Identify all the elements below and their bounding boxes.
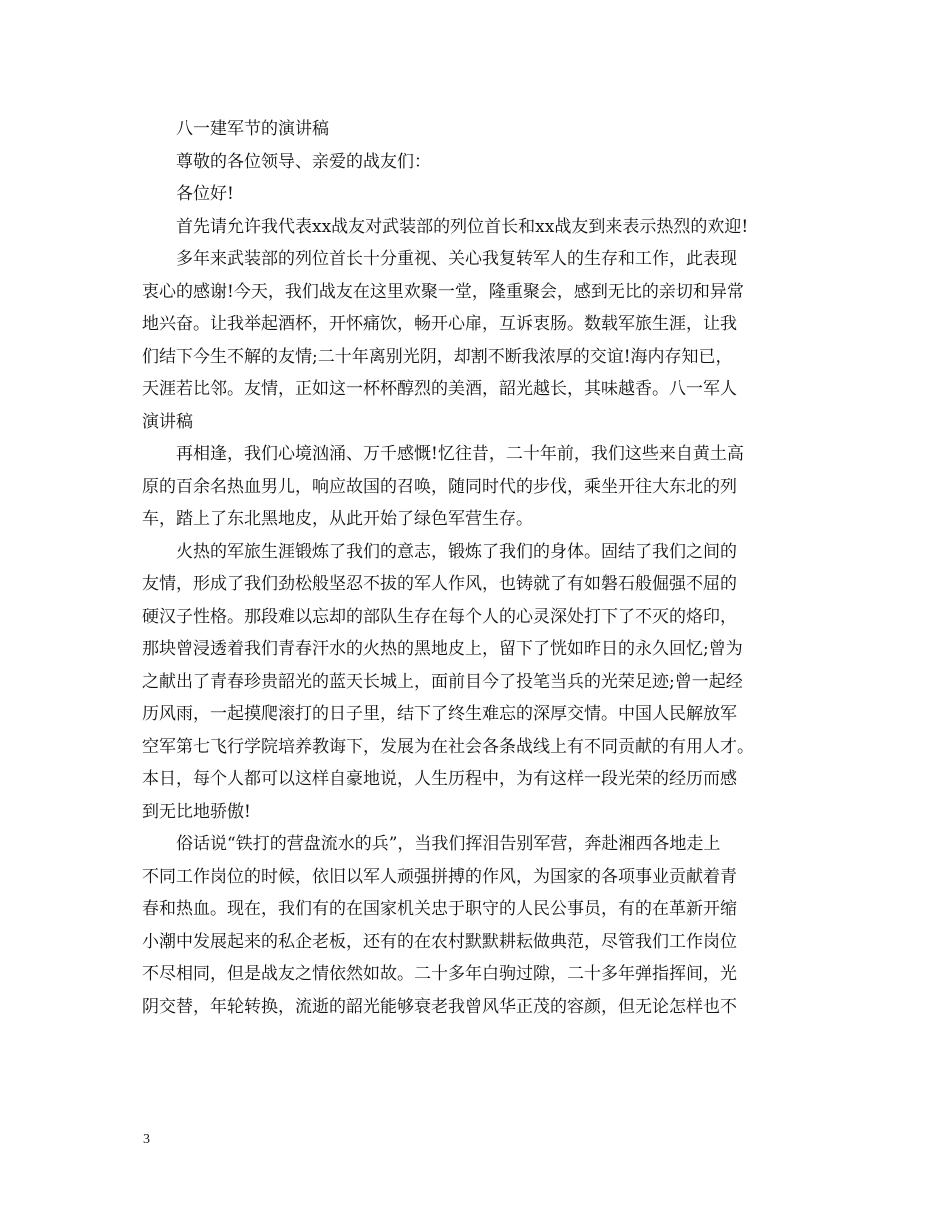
paragraph-line: 春和热血。现在，我们有的在国家机关忠于职守的人民公事员，有的在革新开缩 <box>142 899 737 919</box>
paragraph-line: 多年来武装部的列位首长十分重视、关心我复转军人的生存和工作，此表现 <box>176 249 737 269</box>
paragraph-line: 地兴奋。让我举起酒杯，开怀痛饮，畅开心扉，互诉衷肠。数载军旅生涯，让我 <box>142 314 737 334</box>
paragraph <box>142 438 832 536</box>
paragraph-line: 俗话说“铁打的营盘流水的兵”，当我们挥泪告别军营，奔赴湘西各地走上 <box>176 834 721 854</box>
paragraph-line: 不尽相同，但是战友之情依然如故。二十多年白驹过隙，二十多年弹指挥间，光 <box>142 964 737 984</box>
paragraph <box>142 211 832 244</box>
paragraph-line: 友情，形成了我们劲松般坚忍不拔的军人作风，也铸就了有如磐石般倔强不屈的 <box>142 574 737 594</box>
paragraph-line: 本日，每个人都可以这样自豪地说，人生历程中，为有这样一段光荣的经历而感 <box>142 769 737 789</box>
paragraph-list <box>142 211 832 1024</box>
paragraph-line: 到无比地骄傲! <box>142 801 251 822</box>
paragraph <box>142 243 832 438</box>
paragraph-line: 不同工作岗位的时候，依旧以军人顽强拼搏的作风，为国家的各项事业贡献着青 <box>142 866 737 887</box>
paragraph <box>142 536 832 829</box>
paragraph-line: 天涯若比邻。友情，正如这一杯杯醇烈的美酒，韶光越长，其味越香。八一军人 <box>142 379 737 399</box>
document-title: 八一建军节的演讲稿 <box>176 119 329 139</box>
paragraph-line: 首先请允许我代表xx战友对武装部的列位首长和xx战友到来表示热烈的欢迎! <box>176 216 749 237</box>
paragraph-line: 历风雨，一起摸爬滚打的日子里，结下了终生难忘的深厚交情。中国人民解放军 <box>142 704 737 724</box>
document-body <box>142 113 832 1023</box>
paragraph-line: 小潮中发展起来的私企老板，还有的在农村默默耕耘做典范，尽管我们工作岗位 <box>142 931 737 952</box>
greeting: 各位好! <box>176 184 234 204</box>
paragraph-line: 再相逢，我们心境汹涌、万千感慨!忆往昔，二十年前，我们这些来自黄土高 <box>176 444 744 464</box>
paragraph-line: 火热的军旅生涯锻炼了我们的意志，锻炼了我们的身体。固结了我们之间的 <box>176 541 737 562</box>
paragraph-line: 阴交替，年轮转换，流逝的韶光能够衰老我曾风华正茂的容颜，但无论怎样也不 <box>142 996 737 1017</box>
paragraph <box>142 828 832 1023</box>
salutation: 尊敬的各位领导、亲爱的战友们： <box>176 151 431 172</box>
page-number: 3 <box>143 1132 150 1147</box>
paragraph-line: 们结下今生不解的友情;二十年离别光阴，却割不断我浓厚的交谊!海内存知已， <box>142 346 733 367</box>
paragraph-line: 空军第七飞行学院培养教诲下，发展为在社会各条战线上有不同贡献的有用人才。 <box>142 736 754 757</box>
paragraph-line: 衷心的感谢!今天，我们战友在这里欢聚一堂，隆重聚会，感到无比的亲切和异常 <box>142 281 744 302</box>
paragraph-line: 车，踏上了东北黑地皮，从此开始了绿色军营生存。 <box>142 509 533 529</box>
paragraph-line: 硬汉子性格。那段难以忘却的部队生存在每个人的心灵深处打下了不灭的烙印， <box>142 606 737 627</box>
paragraph-line: 原的百余名热血男儿，响应故国的召唤，随同时代的步伐，乘坐开往大东北的列 <box>142 476 737 497</box>
paragraph-line: 之献出了青春珍贵韶光的蓝天长城上，面前目今了投笔当兵的光荣足迹;曾一起经 <box>142 671 743 692</box>
paragraph-line: 演讲稿 <box>142 411 193 432</box>
paragraph-line: 那块曾浸透着我们青春汗水的火热的黑地皮上，留下了恍如昨日的永久回忆;曾为 <box>142 639 743 659</box>
